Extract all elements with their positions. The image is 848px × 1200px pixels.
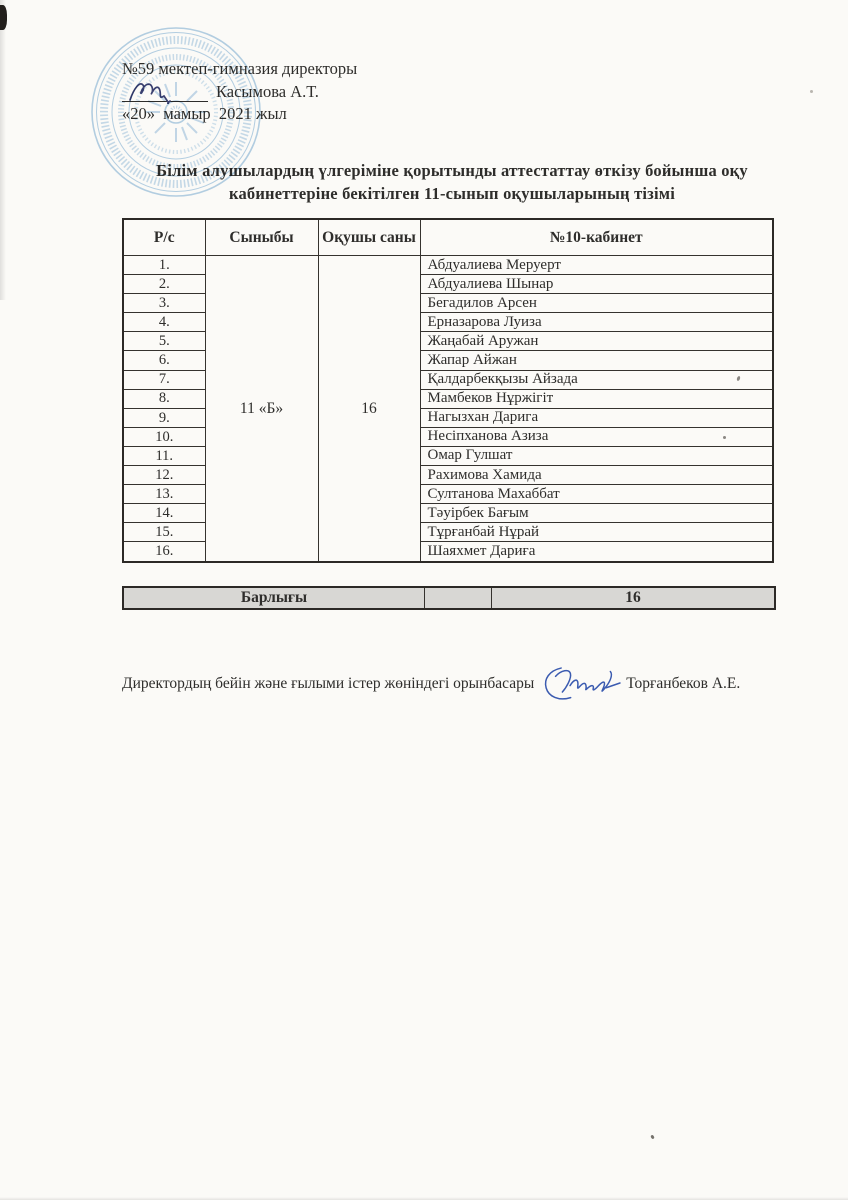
student-roster-table bbox=[122, 218, 774, 563]
table-header-row bbox=[123, 219, 773, 256]
student-name: Абдуалиева Меруерт bbox=[420, 256, 773, 275]
deputy-signature-line bbox=[122, 662, 822, 706]
student-name: Мамбеков Нұржігіт bbox=[420, 389, 773, 408]
director-signature-icon bbox=[126, 78, 186, 104]
row-number: 6. bbox=[123, 351, 205, 370]
row-number: 15. bbox=[123, 523, 205, 542]
student-name: Султанова Махаббат bbox=[420, 485, 773, 504]
student-name: Тәуірбек Бағым bbox=[420, 504, 773, 523]
student-name: Бегадилов Арсен bbox=[420, 294, 773, 313]
row-number: 1. bbox=[123, 256, 205, 275]
row-number: 9. bbox=[123, 408, 205, 427]
row-number: 8. bbox=[123, 389, 205, 408]
scan-speck bbox=[810, 90, 813, 93]
row-number: 2. bbox=[123, 275, 205, 294]
approval-block bbox=[122, 59, 357, 124]
approval-signatory: Касымова А.Т. bbox=[216, 82, 319, 101]
deputy-title-text: Директордың бейін және ғылыми істер жөніндегі орынбасары bbox=[122, 675, 535, 692]
row-number: 11. bbox=[123, 446, 205, 465]
class-name-cell: 11 «Б» bbox=[205, 256, 318, 562]
row-number: 13. bbox=[123, 485, 205, 504]
row-number: 16. bbox=[123, 542, 205, 562]
student-name: Ерназарова Луиза bbox=[420, 313, 773, 332]
student-name: Жаңабай Аружан bbox=[420, 332, 773, 351]
title-line2: кабинеттеріне бекітілген 11-сынып оқушыларының тізімі bbox=[228, 184, 675, 203]
row-number: 5. bbox=[123, 332, 205, 351]
row-number: 10. bbox=[123, 427, 205, 446]
table-row bbox=[123, 256, 773, 275]
student-name: Жапар Айжан bbox=[420, 351, 773, 370]
scan-speck bbox=[650, 1135, 655, 1140]
student-name: Омар Гулшат bbox=[420, 446, 773, 465]
header-number: Р/с bbox=[123, 219, 205, 256]
student-name: Қалдарбекқызы Айзада bbox=[420, 370, 773, 389]
scan-corner-blot bbox=[0, 5, 7, 30]
approval-date: «20» мамыр 2021 жыл bbox=[122, 104, 287, 123]
row-number: 7. bbox=[123, 370, 205, 389]
student-name: Нагызхан Дарига bbox=[420, 408, 773, 427]
scan-edge-shadow bbox=[0, 0, 6, 300]
deputy-signatory: Торғанбеков А.Е. bbox=[626, 675, 741, 692]
student-count-cell: 16 bbox=[318, 256, 420, 562]
title-line1: Білім алушылардың үлгеріміне қорытынды аттестаттау өткізу бойынша оқу bbox=[156, 161, 748, 180]
row-number: 12. bbox=[123, 466, 205, 485]
header-cabinet: №10-кабинет bbox=[420, 219, 773, 256]
row-number: 3. bbox=[123, 294, 205, 313]
totals-empty-cell bbox=[425, 588, 492, 608]
totals-label: Барлығы bbox=[124, 588, 425, 608]
director-signature bbox=[122, 81, 208, 102]
student-name: Рахимова Хамида bbox=[420, 466, 773, 485]
student-name: Шаяхмет Дариға bbox=[420, 542, 773, 562]
deputy-signature-icon bbox=[539, 658, 625, 704]
student-name: Тұрғанбай Нұрай bbox=[420, 523, 773, 542]
row-number: 14. bbox=[123, 504, 205, 523]
document-title bbox=[92, 159, 812, 205]
totals-value: 16 bbox=[625, 589, 641, 606]
student-name: Несіпханова Азиза bbox=[420, 427, 773, 446]
header-count: Оқушы саны bbox=[318, 219, 420, 256]
deputy-signature bbox=[539, 658, 625, 709]
student-name: Абдуалиева Шынар bbox=[420, 275, 773, 294]
approval-signature-row bbox=[122, 80, 357, 102]
row-number: 4. bbox=[123, 313, 205, 332]
header-class: Сыныбы bbox=[205, 219, 318, 256]
totals-row bbox=[122, 586, 776, 610]
approval-line1: №59 мектеп-гимназия директоры bbox=[122, 59, 358, 78]
